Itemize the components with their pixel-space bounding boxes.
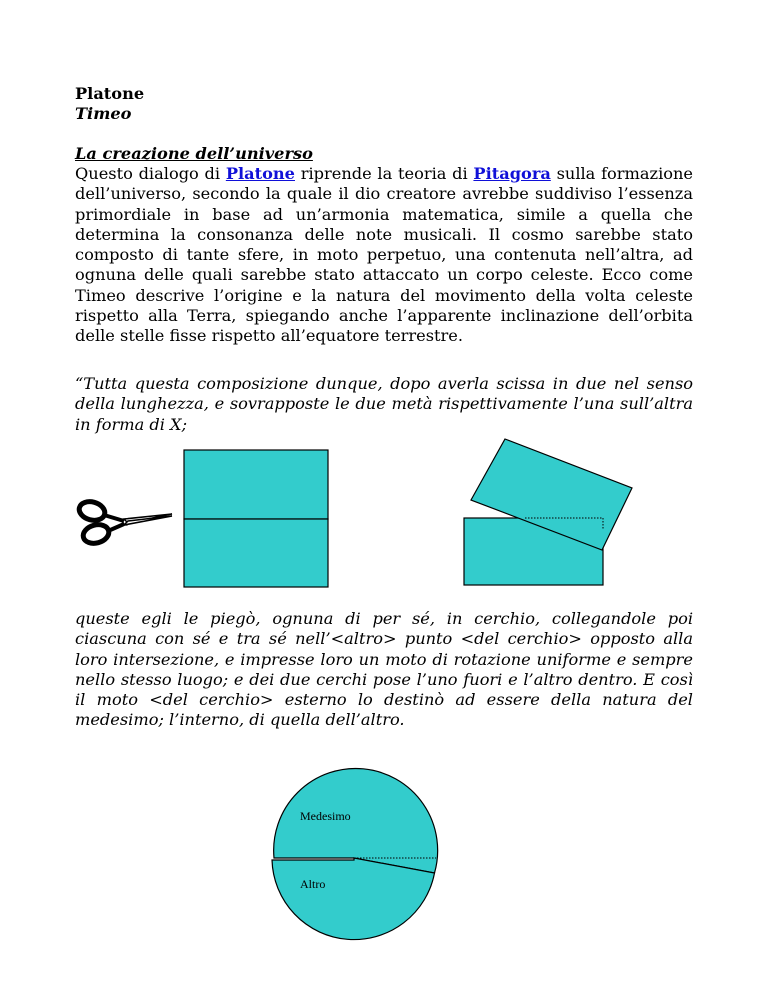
split-rectangle-figure <box>184 450 328 587</box>
circle-body <box>274 768 438 873</box>
intro-text-1: Questo dialogo di <box>75 164 226 183</box>
section-title-text: La creazione dell’universo <box>75 144 313 163</box>
circle-label-medesimo: Medesimo <box>300 809 351 823</box>
rectangle-top-half <box>184 450 328 519</box>
pitagora-link[interactable]: Pitagora <box>473 164 551 183</box>
platone-link[interactable]: Platone <box>225 164 295 183</box>
intro-text-2: riprende la teoria di <box>294 164 474 183</box>
circle-figure <box>272 768 438 939</box>
quote-paragraph-2: queste egli le piegò, ognuna di per sé, in cerchio, collegandole poi ciascuna con sé e tra sé nell’<altro> punto <del cerchio> opposto alla loro intersezione, e impresse loro un moto di rotazione uniforme e sempre nello stesso luogo; e dei due cerchi pose l’uno fuori e l’altro dentro. E così il moto <del cerchio> esterno lo destinò ad essere della natura del medesimo; l’interno, di quella dell’altro. <box>75 609 693 730</box>
quote-paragraph-1: “Tutta questa composizione dunque, dopo averla scissa in due nel senso della lunghezza, e sovrapposte le due metà rispettivamente l’una sull’altra in forma di X; <box>75 374 693 434</box>
scissors-icon <box>77 499 172 546</box>
circle-lower-part <box>272 858 435 940</box>
work-title: Timeo <box>75 104 132 123</box>
intro-text-3: sulla formazione dell’universo, secondo la quale il dio creatore avrebbe suddiviso l’essenza primordiale in base ad un’armonia matematica, simile a quella che determina la consonanza delle note musicali. Il cosmo sarebbe stato composto di tante sfere, in moto perpetuo, una contenuta nell’altra, ad ognuna delle quali sarebbe stato attaccato un corpo celeste. Ecco come Timeo descrive l’origine e la natura del movimento della volta celeste rispetto alla Terra, spiegando anche l’apparente inclinazione dell’orbita delle stelle fisse rispetto all’equatore terrestre. <box>75 164 693 346</box>
rectangle-bottom-half <box>184 519 328 587</box>
author-name: Platone <box>75 84 145 103</box>
circle-label-altro: Altro <box>300 877 326 891</box>
crossed-halves-figure <box>464 439 632 585</box>
